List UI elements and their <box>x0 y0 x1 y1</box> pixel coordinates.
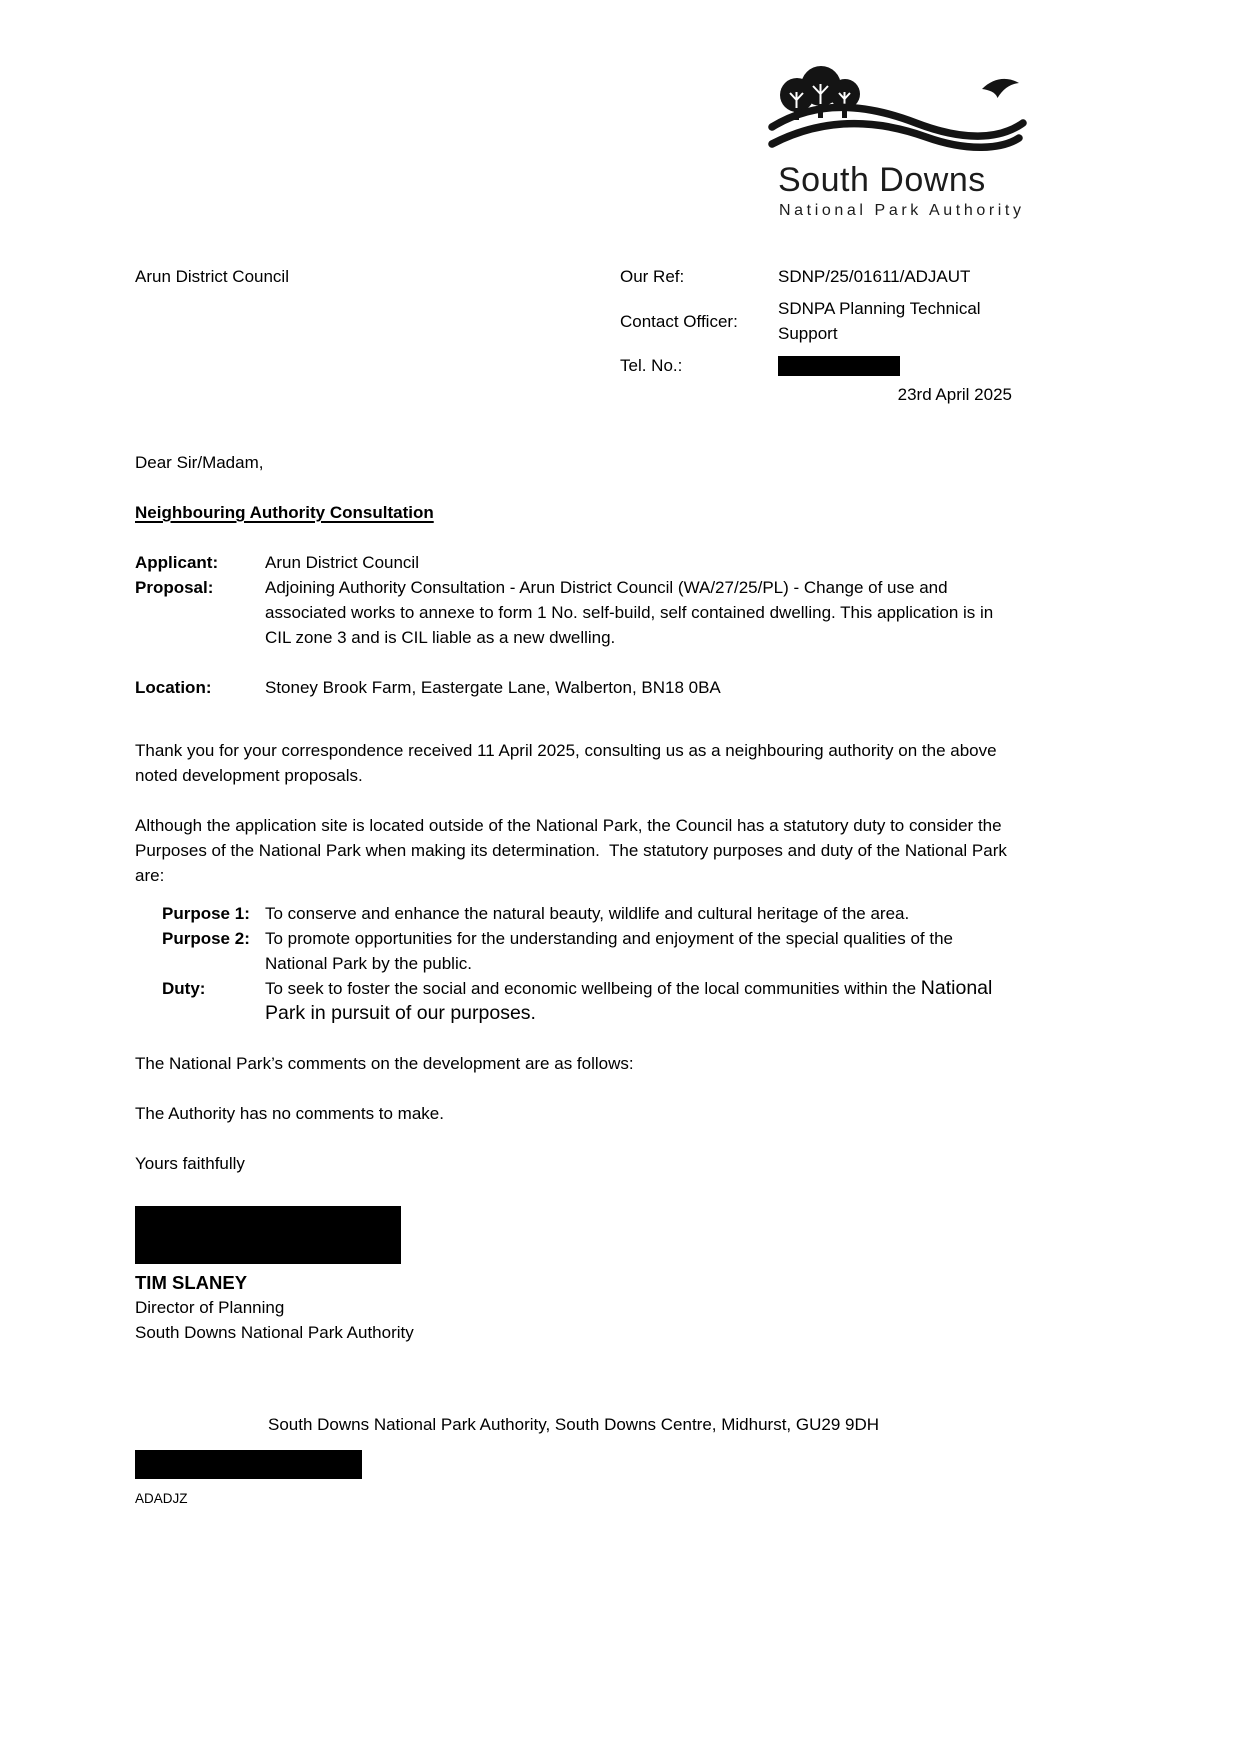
signatory-title: Director of Planning <box>135 1298 285 1317</box>
comments-body: The Authority has no comments to make. <box>135 1104 444 1123</box>
proposal-value: Adjoining Authority Consultation - Arun District Council (WA/27/25/PL) - Change of use and associated works to annexe to form 1 No. self-build, self contained dwelling. This application is in CIL zone 3 and is CIL liable as a new dwelling. <box>265 578 998 647</box>
reference-grid <box>620 264 1012 385</box>
contact-officer-value: SDNPA Planning Technical Support <box>778 299 981 343</box>
location-value: Stoney Brook Farm, Eastergate Lane, Walberton, BN18 0BA <box>265 678 721 697</box>
signatory-name: TIM SLANEY <box>135 1272 248 1293</box>
signature-redaction-box <box>135 1206 401 1264</box>
duty-text-emphasis: National Park in pursuit of our purposes. <box>265 977 998 1024</box>
logo <box>766 66 1028 221</box>
purpose-2-text: To promote opportunities for the understanding and enjoyment of the special qualities of the National Park by the public. <box>265 929 958 973</box>
logo-subtitle: National Park Authority <box>779 202 1025 219</box>
duty-text <box>265 976 1012 1026</box>
hills-icon <box>772 107 1023 147</box>
duty-label: Duty: <box>162 979 206 998</box>
contact-officer-row <box>620 296 1012 346</box>
application-details <box>135 550 1012 650</box>
tel-row <box>620 353 1012 378</box>
duty-text-start: To seek to foster the social and economic wellbeing of the local communities within the <box>265 979 921 998</box>
our-ref-value: SDNP/25/01611/ADJAUT <box>778 267 971 286</box>
recipient-name: Arun District Council <box>135 267 289 286</box>
tel-label: Tel. No.: <box>620 356 683 375</box>
purpose-1-label: Purpose 1: <box>162 904 250 923</box>
letter-content <box>135 262 1012 1345</box>
proposal-label: Proposal: <box>135 578 214 597</box>
letter-footer <box>135 1412 1012 1507</box>
logo-title: South Downs <box>778 161 986 199</box>
applicant-value: Arun District Council <box>265 553 419 572</box>
signatory-org: South Downs National Park Authority <box>135 1323 414 1342</box>
letter-date: 23rd April 2025 <box>897 385 1012 404</box>
applicant-label: Applicant: <box>135 553 219 572</box>
location-row <box>135 675 1012 700</box>
our-ref-row <box>620 264 1012 289</box>
location-label: Location: <box>135 678 212 697</box>
bird-icon <box>982 79 1019 98</box>
tel-redaction-box <box>778 356 900 376</box>
paragraph-statutory: Although the application site is located outside of the National Park, the Council has a statutory duty to consider the Purposes of the National Park when making its determination. The statutory purposes and duty of the National Park are: <box>135 816 1012 885</box>
reference-section <box>135 262 1012 450</box>
south-downs-logo-icon <box>766 66 1028 160</box>
our-ref-label: Our Ref: <box>620 267 685 286</box>
footer-code: ADADJZ <box>135 1491 188 1506</box>
footer-address: South Downs National Park Authority, South Downs Centre, Midhurst, GU29 9DH <box>267 1415 880 1434</box>
salutation: Dear Sir/Madam, <box>135 453 264 472</box>
valediction: Yours faithfully <box>135 1154 245 1173</box>
purpose-1-text: To conserve and enhance the natural beauty, wildlife and cultural heritage of the area. <box>265 904 910 923</box>
footer-redaction-box <box>135 1450 362 1479</box>
contact-officer-label: Contact Officer: <box>620 311 738 331</box>
purposes-list <box>162 901 1012 1026</box>
letter-heading: Neighbouring Authority Consultation <box>135 503 434 522</box>
paragraph-intro: Thank you for your correspondence received 11 April 2025, consulting us as a neighbouring authority on the above noted development proposals. <box>135 741 1002 785</box>
purpose-2-label: Purpose 2: <box>162 929 250 948</box>
comments-lead: The National Park’s comments on the development are as follows: <box>135 1054 634 1073</box>
